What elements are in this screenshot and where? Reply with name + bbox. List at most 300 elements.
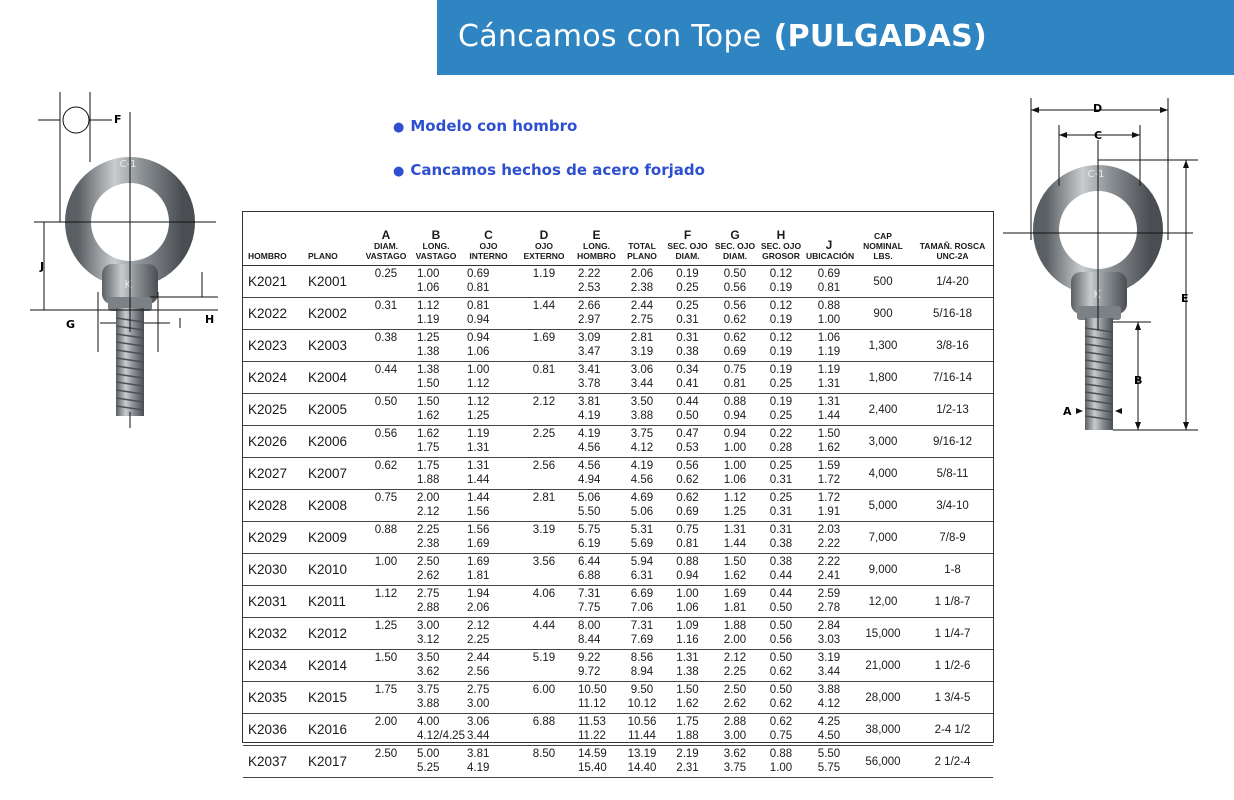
cell-c [461,714,516,746]
cell-rosca: 1/4-20 [912,266,993,298]
dim-label-h: H [205,313,215,326]
cell-value: 3.47 [578,346,601,358]
cell-value: 3.12 [417,634,440,646]
cell-cap: 15,000 [854,618,912,650]
cell-rosca: 1-8 [912,554,993,586]
cell-h [758,426,804,458]
cell-value: 2.06 [467,602,490,614]
column-title: LONG. VASTAGO [415,241,457,261]
cell-value: 1.00 [676,588,699,600]
cell-value: 1.00 [769,762,793,774]
cell-value: 1.50 [417,378,440,390]
cell-rosca: 3/8-16 [912,330,993,362]
cell-g [712,426,758,458]
cell-value: 2.00 [723,634,747,646]
cell-value: 0.81 [723,378,747,390]
cell-value: 9.72 [578,666,601,678]
cell-value: 4.19 [467,762,490,774]
cell-b [411,298,461,330]
cell-value: 2.41 [817,570,841,582]
cell-e [572,522,621,554]
cell-b [411,586,461,618]
cell-value: 11.12 [578,698,606,710]
cell-c [461,522,516,554]
cell-value: 0.56 [769,634,793,646]
cell-g [712,458,758,490]
cell-c [461,458,516,490]
cell-total [621,362,663,394]
cell-value: 4.56 [578,442,601,454]
cell-b [411,714,465,746]
cell-rosca: 1 1/4-7 [912,618,993,650]
cell-cap: 500 [854,266,912,298]
cell-value: 0.88 [676,556,699,568]
cell-g [712,330,758,362]
cell-value: 2.00 [417,492,440,504]
cell-value: 1.16 [676,634,699,646]
cell-value: 0.62 [723,332,747,344]
dim-label-f: F [114,113,122,126]
cell-b [411,682,461,714]
cell-value: 3.03 [817,634,841,646]
cell-c [461,394,516,426]
cell-value: 1.75 [417,460,440,472]
cell-value: 0.19 [769,364,793,376]
cell-plano: K2012 [303,618,361,650]
cell-g [712,394,758,426]
cell-value: 5.31 [630,524,654,536]
dim-label-d: D [1093,102,1103,115]
column-header [621,212,663,266]
cell-value: 1.06 [467,346,490,358]
cell-hombro: K2024 [243,362,303,394]
cell-value: 8.94 [630,666,654,678]
cell-value: 2.22 [817,556,841,568]
cell-value: 0.44 [769,588,793,600]
cell-f [663,682,712,714]
cell-value: 0.50 [769,620,793,632]
cell-h [758,554,804,586]
cell-d: 1.44 [516,298,572,330]
cell-d: 5.19 [516,650,572,682]
table-row [243,362,993,394]
cell-d: 2.56 [516,458,572,490]
cell-value: 2.97 [578,314,601,326]
cell-value: 5.69 [630,538,654,550]
cell-value: 14.59 [578,748,607,760]
table-body [243,266,993,778]
cell-cap: 21,000 [854,650,912,682]
cell-value: 0.25 [769,492,793,504]
table-row [243,618,993,650]
cell-hombro: K2025 [243,394,303,426]
cell-value: 0.62 [723,314,747,326]
cell-rosca: 1 1/8-7 [912,586,993,618]
cell-value: 0.88 [769,748,793,760]
cell-value: 4.19 [630,460,654,472]
cell-value: 0.19 [769,396,793,408]
cell-value: 1.75 [676,716,699,728]
cell-value: 1.06 [417,282,440,294]
cell-hombro: K2022 [243,298,303,330]
cell-value: 8.00 [578,620,601,632]
cell-value: 13.19 [627,748,657,760]
bullet-icon: ● [393,120,405,135]
cell-value: 5.50 [578,506,601,518]
title-main: Cáncamos con Tope [458,19,762,54]
cell-plano: K2008 [303,490,361,522]
cell-value: 0.75 [676,524,699,536]
cell-total [621,714,663,746]
cell-value: 0.44 [676,396,699,408]
cell-value: 1.31 [467,460,490,472]
cell-j [804,490,854,522]
column-title: SEC. OJO DIAM. [667,241,708,261]
cell-total [621,458,663,490]
table-row [243,650,993,682]
column-letter: J [825,238,833,252]
table-row [243,746,993,778]
cell-value: 7.31 [578,588,601,600]
cell-value: 0.56 [676,460,699,472]
cell-value: 1.62 [417,410,440,422]
cell-value: 1.62 [417,428,440,440]
cell-value: 3.75 [417,684,440,696]
cell-value: 4.12/4.25 [417,730,465,742]
cell-g [712,522,758,554]
cell-value: 1.75 [417,442,440,454]
cell-value: 10.50 [578,684,607,696]
cell-value: 1.38 [676,666,699,678]
cell-j [804,746,854,778]
cell-j [804,458,854,490]
column-header [758,212,804,266]
column-title: SEC. OJO DIAM. [714,241,756,261]
cell-value: 0.34 [676,364,699,376]
cell-value: 0.19 [769,346,793,358]
dim-label-g: G [66,318,76,331]
cell-cap: 56,000 [854,746,912,778]
cell-value: 4.94 [578,474,601,486]
cell-value: 3.50 [630,396,654,408]
cell-value: 4.19 [578,410,601,422]
specs-table [243,212,993,778]
cell-g [712,618,758,650]
cell-h [758,266,804,298]
column-title: HOMBRO [248,251,287,261]
cell-f [663,298,712,330]
cell-c [461,362,516,394]
cell-d: 2.81 [516,490,572,522]
cell-value: 3.09 [578,332,601,344]
cell-total [621,746,663,778]
cell-value: 0.94 [676,570,699,582]
cell-value: 4.50 [817,730,841,742]
cell-value: 6.69 [630,588,654,600]
cell-d: 2.25 [516,426,572,458]
cell-d: 4.44 [516,618,572,650]
cell-c [461,554,516,586]
cell-value: 0.94 [467,314,490,326]
cell-value: 2.75 [417,588,440,600]
cell-value: 2.12 [467,620,490,632]
brand-mark: K [1093,288,1101,301]
cell-value: 1.44 [723,538,747,550]
column-letter: E [592,228,601,242]
cell-value: 10.12 [627,698,657,710]
cell-value: 1.00 [417,268,440,280]
cell-value: 2.22 [817,538,841,550]
cell-value: 2.88 [723,716,747,728]
cell-cap: 2,400 [854,394,912,426]
cell-total [621,490,663,522]
cell-value: 1.19 [817,364,841,376]
cell-f [663,714,712,746]
cell-value: 1.91 [817,506,841,518]
feature-item [393,117,577,135]
cell-value: 2.50 [417,556,440,568]
cell-c [461,618,516,650]
column-title: LONG. HOMBRO [577,241,616,261]
cell-f [663,394,712,426]
cell-value: 2.59 [817,588,841,600]
cell-hombro: K2021 [243,266,303,298]
title-units: (PULGADAS) [773,19,988,54]
cell-d: 6.88 [516,714,572,746]
cell-value: 0.62 [676,474,699,486]
feature-text: Modelo con hombro [410,117,578,135]
column-header [854,212,912,266]
cell-value: 3.00 [723,730,747,742]
cell-b [411,650,461,682]
cell-value: 1.00 [723,460,747,472]
cell-c [461,586,516,618]
cell-total [621,426,663,458]
column-title: PLANO [308,251,338,261]
column-letter: D [539,228,549,242]
cell-value: 1.69 [467,538,490,550]
cell-e [572,714,621,746]
cell-rosca: 7/16-14 [912,362,993,394]
cell-f [663,458,712,490]
cell-value: 0.88 [817,300,841,312]
cell-g [712,554,758,586]
cell-value: 6.88 [578,570,601,582]
cell-value: 1.12 [417,300,440,312]
cell-a: 1.50 [361,650,411,682]
cell-value: 1.31 [676,652,699,664]
bullet-icon: ● [393,164,405,179]
cell-value: 0.81 [817,282,841,294]
cell-value: 2.66 [578,300,601,312]
cell-g [712,490,758,522]
cell-value: 4.69 [630,492,654,504]
cell-e [572,490,621,522]
cell-value: 1.00 [723,442,747,454]
cell-hombro: K2037 [243,746,303,778]
cell-value: 5.25 [417,762,440,774]
cell-a: 0.50 [361,394,411,426]
cell-cap: 5,000 [854,490,912,522]
cell-value: 0.44 [769,570,793,582]
cell-b [411,266,461,298]
cell-plano: K2006 [303,426,361,458]
cell-value: 2.44 [467,652,490,664]
cell-value: 3.62 [417,666,440,678]
cell-value: 1.56 [467,524,490,536]
cell-total [621,330,663,362]
cell-total [621,266,663,298]
cell-j [804,650,854,682]
cell-value: 0.69 [467,268,490,280]
cell-value: 0.25 [769,410,793,422]
cell-cap: 28,000 [854,682,912,714]
cell-value: 1.19 [817,346,841,358]
cell-value: 0.25 [769,460,793,472]
cell-plano: K2010 [303,554,361,586]
column-title: TOTAL PLANO [627,241,657,261]
cell-value: 3.00 [417,620,440,632]
cell-value: 1.72 [817,474,841,486]
cell-value: 7.31 [630,620,654,632]
cell-f [663,650,712,682]
cell-hombro: K2028 [243,490,303,522]
cell-b [411,362,461,394]
cell-value: 7.69 [630,634,654,646]
column-header [663,212,712,266]
cell-value: 2.62 [723,698,747,710]
dim-label-c: C [1094,129,1103,142]
cell-j [804,426,854,458]
cell-f [663,266,712,298]
cell-value: 2.12 [723,652,747,664]
cell-h [758,586,804,618]
cell-g [712,298,758,330]
dim-label-e: E [1181,292,1189,305]
cell-value: 0.62 [769,666,793,678]
column-letter: B [431,228,441,242]
cell-e [572,618,621,650]
cell-value: 0.50 [769,602,793,614]
cell-a: 1.12 [361,586,411,618]
cell-value: 0.31 [769,474,793,486]
cell-value: 7.06 [630,602,654,614]
feature-text: Cancamos hechos de acero forjado [410,161,705,179]
cell-value: 5.06 [578,492,601,504]
cell-j [804,394,854,426]
table-row [243,298,993,330]
cell-value: 3.06 [467,716,490,728]
cell-value: 2.38 [417,538,440,550]
column-header [712,212,758,266]
cell-value: 2.31 [676,762,699,774]
cell-value: 11.44 [628,730,656,742]
cell-e [572,650,621,682]
table-row [243,490,993,522]
cell-value: 3.81 [467,748,490,760]
cell-g [712,746,758,778]
column-letter: A [381,228,391,242]
cell-value: 4.12 [630,442,654,454]
cell-value: 2.03 [817,524,841,536]
cell-value: 0.56 [723,282,747,294]
cell-value: 1.81 [467,570,490,582]
cell-h [758,458,804,490]
column-title: SEC. OJO GROSOR [760,241,802,261]
cell-value: 0.94 [723,428,747,440]
cell-f [663,586,712,618]
cell-e [572,298,621,330]
cell-cap: 900 [854,298,912,330]
cell-value: 1.88 [676,730,699,742]
cell-a: 1.75 [361,682,411,714]
cell-j [804,266,854,298]
cell-value: 5.06 [630,506,654,518]
cell-value: 2.25 [723,666,747,678]
cell-d: 8.50 [516,746,572,778]
table-row [243,522,993,554]
cell-c [461,298,516,330]
column-title: UBICACIÓN [806,251,855,261]
cell-value: 1.72 [817,492,841,504]
cell-value: 0.62 [769,698,793,710]
cell-value: 0.25 [676,300,699,312]
cell-b [411,458,461,490]
cell-value: 0.38 [769,538,793,550]
cell-value: 1.19 [467,428,490,440]
cell-value: 1.69 [467,556,490,568]
cell-e [572,266,621,298]
cell-value: 0.81 [467,300,490,312]
cell-e [572,458,621,490]
cell-c [461,490,516,522]
cell-a: 1.00 [361,554,411,586]
cell-value: 8.44 [578,634,601,646]
dim-label-b: B [1134,374,1143,387]
cell-e [572,362,621,394]
column-header [461,212,516,266]
cell-value: 3.44 [467,730,490,742]
cell-e [572,682,621,714]
cell-f [663,362,712,394]
cell-value: 0.69 [676,506,699,518]
cell-cap: 12,00 [854,586,912,618]
feature-item [393,161,705,179]
cell-c [461,650,516,682]
cell-value: 7.75 [578,602,601,614]
cell-b [411,746,461,778]
cell-value: 0.47 [676,428,699,440]
cell-e [572,330,621,362]
cell-value: 0.94 [723,410,747,422]
cell-plano: K2002 [303,298,361,330]
cell-value: 0.22 [769,428,793,440]
cell-g [712,714,758,746]
cell-b [411,554,461,586]
column-header [804,212,854,266]
cell-value: 6.44 [578,556,601,568]
cell-cap: 9,000 [854,554,912,586]
eyebolt-diagram-left [30,92,230,432]
cell-value: 0.12 [769,268,793,280]
table-row [243,426,993,458]
cell-value: 1.81 [723,602,747,614]
cell-e [572,746,621,778]
cell-value: 3.81 [578,396,601,408]
cell-f [663,490,712,522]
cell-value: 4.19 [578,428,601,440]
cell-total [621,618,663,650]
